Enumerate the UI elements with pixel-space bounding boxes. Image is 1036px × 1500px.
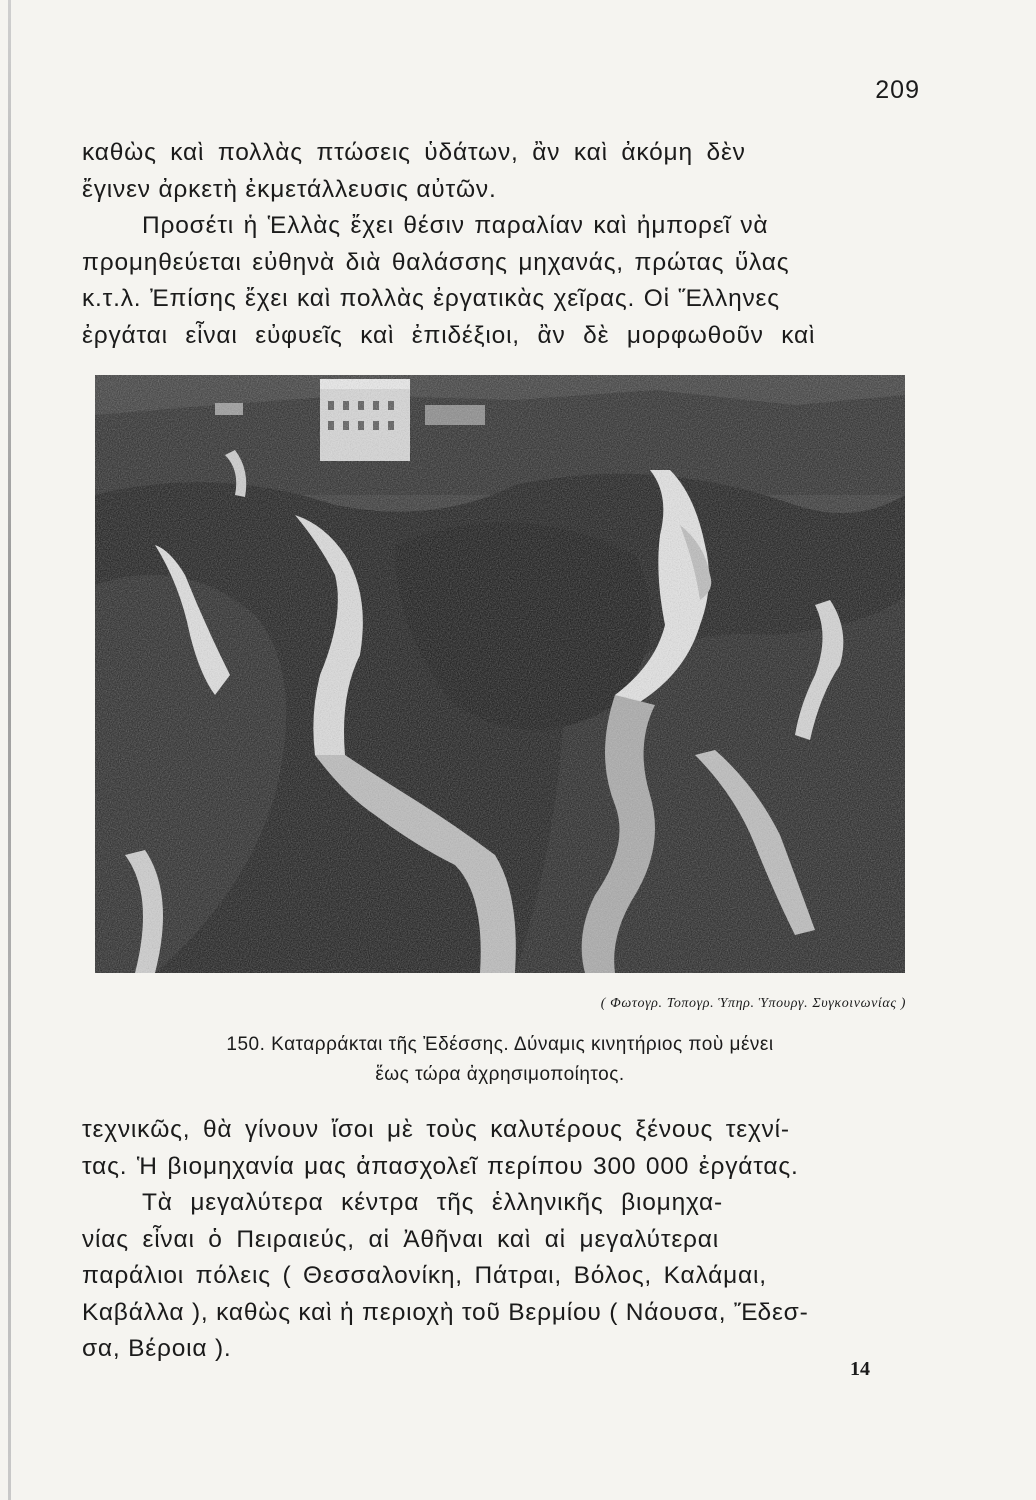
figure-caption xyxy=(130,1030,870,1090)
signature-mark: 14 xyxy=(850,1358,870,1380)
waterfalls-photograph xyxy=(95,375,905,973)
page-binding-edge xyxy=(8,0,11,1500)
text-line: παράλιοι πόλεις ( Θεσσαλονίκη, Πάτραι, Βόλος, Καλάμαι, xyxy=(82,1262,767,1289)
text-line: σα, Βέροια ). xyxy=(82,1335,232,1362)
text-line: καθὼς καὶ πολλὰς πτώσεις ὑδάτων, ἂν καὶ ἀκόμη δὲν xyxy=(82,139,746,166)
bottom-paragraph xyxy=(82,1112,918,1368)
text-line: κ.τ.λ. Ἐπίσης ἔχει καὶ πολλὰς ἐργατικὰς χεῖρας. Οἱ Ἕλληνες xyxy=(82,285,780,312)
caption-line: ἕως τώρα ἀχρησιμοποίητος. xyxy=(375,1064,625,1085)
caption-line: 150. Καταρράκται τῆς Ἐδέσσης. Δύναμις κινητήριος ποὺ μένει xyxy=(226,1034,774,1055)
text-line: ἐργάται εἶναι εὐφυεῖς καὶ ἐπιδέξιοι, ἂν δὲ μορφωθοῦν καὶ xyxy=(82,321,816,349)
text-line: Τὰ μεγαλύτερα κέντρα τῆς ἑλληνικῆς βιομηχα- xyxy=(142,1189,723,1216)
page-number: 209 xyxy=(875,76,920,104)
top-paragraph xyxy=(82,135,918,354)
text-line: νίας εἶναι ὁ Πειραιεύς, αἱ Ἀθῆναι καὶ αἱ μεγαλύτεραι xyxy=(82,1225,719,1253)
text-line: προμηθεύεται εὐθηνὰ διὰ θαλάσσης μηχανάς, πρώτας ὕλας xyxy=(82,248,790,276)
text-line: τεχνικῶς, θὰ γίνουν ἴσοι μὲ τοὺς καλυτέρους ξένους τεχνί- xyxy=(82,1116,790,1143)
text-line: Προσέτι ἡ Ἑλλὰς ἔχει θέσιν παραλίαν καὶ ἠμπορεῖ νὰ xyxy=(142,212,769,239)
text-line: τας. Ἡ βιομηχανία μας ἀπασχολεῖ περίπου 300 000 ἐργάτας. xyxy=(82,1152,799,1180)
photo-credit: ( Φωτογρ. Τοπογρ. Ὑπηρ. Ὑπουργ. Συγκοινωνίας ) xyxy=(600,996,906,1011)
photo-illustration xyxy=(95,375,905,973)
text-line: Καβάλλα ), καθὼς καὶ ἡ περιοχὴ τοῦ Βερμίου ( Νάουσα, Ἔδεσ- xyxy=(82,1298,809,1326)
text-line: ἔγινεν ἀρκετὴ ἐκμετάλλευσις αὐτῶν. xyxy=(82,175,497,203)
